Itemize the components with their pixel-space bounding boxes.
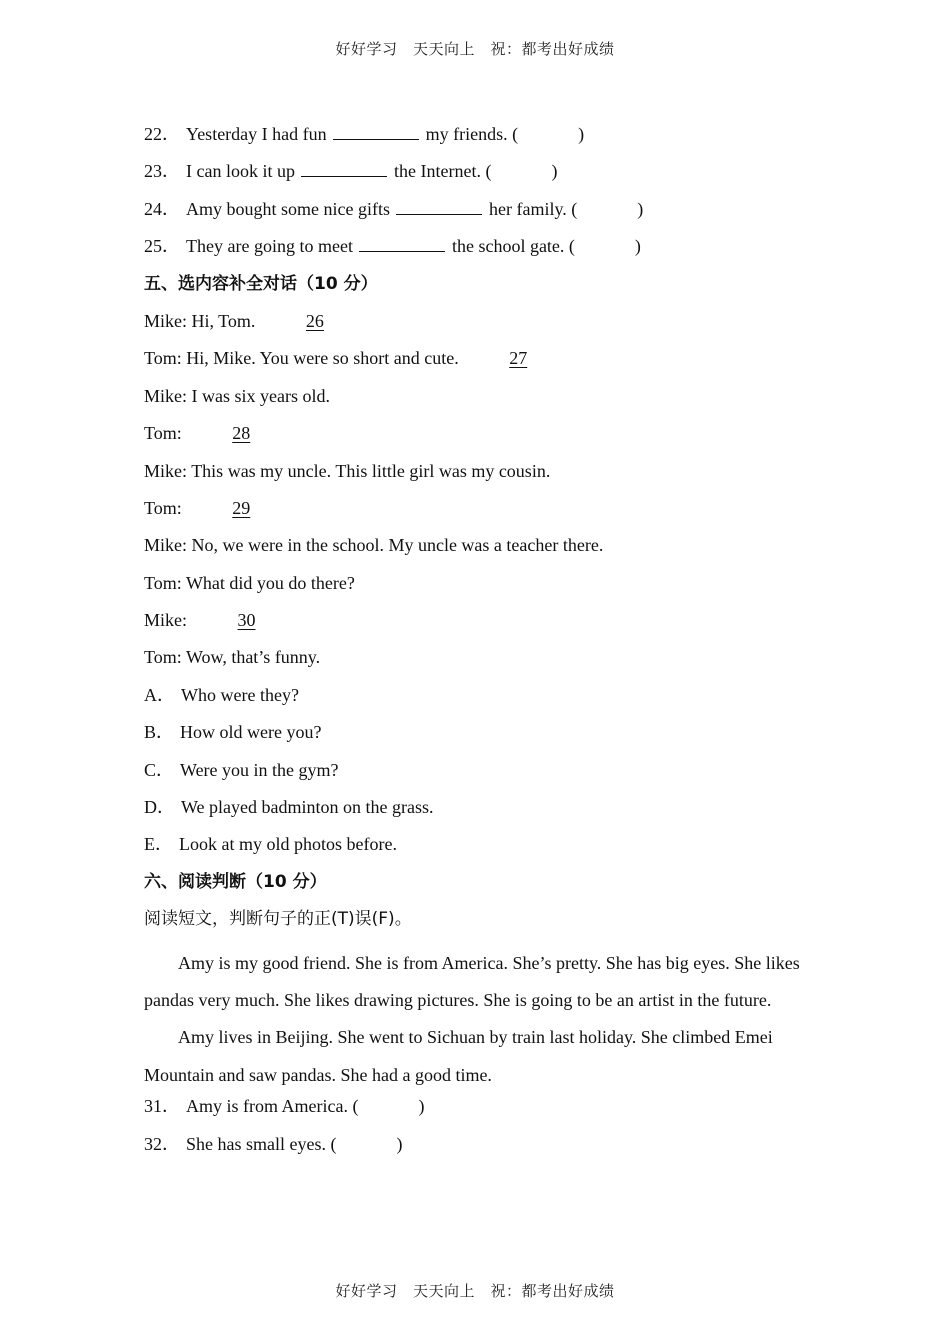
dialogue-line (144, 459, 814, 496)
close-paren: ) (578, 124, 585, 144)
question-number: 25． (144, 236, 180, 257)
dialogue-blank[interactable]: 26 (305, 310, 324, 331)
dialogue-line (144, 608, 814, 645)
speaker: Tom: (144, 572, 182, 593)
dialogue-text: This was my uncle. This little girl was my cousin. (191, 460, 551, 481)
dialogue-line (144, 309, 814, 346)
question-text: She has small eyes. ( (186, 1133, 337, 1154)
reading-paragraph: Amy is my good friend. She is from America. She’s pretty. She has big eyes. She likes pandas very much. She likes drawing pictures. She is going to be an artist in the future. (144, 952, 800, 1010)
speaker: Tom: (144, 497, 182, 518)
speaker: Tom: (144, 348, 182, 369)
dialogue-text: I was six years old. (191, 385, 330, 406)
speaker: Tom: (144, 647, 182, 668)
dialogue-line (144, 384, 814, 421)
speaker: Mike: (144, 385, 187, 406)
option-letter: C． (144, 759, 175, 780)
dialogue-blank[interactable]: 28 (232, 423, 251, 444)
dialogue-line (144, 533, 814, 570)
question-31 (144, 1094, 814, 1131)
option-text: We played badminton on the grass. (181, 797, 434, 818)
question-text: They are going to meet (186, 236, 353, 257)
question-text: Yesterday I had fun (186, 124, 327, 144)
question-text: Amy is from America. ( (186, 1096, 359, 1117)
question-number: 31． (144, 1096, 180, 1117)
question-text-after: her family. ( (488, 198, 578, 219)
option-text: Were you in the gym? (180, 759, 339, 780)
page-header: 好好学习 天天向上 祝：都考出好成绩 (335, 40, 615, 58)
dialogue-text: Hi, Mike. You were so short and cute. (186, 348, 459, 369)
dialogue-blank[interactable]: 29 (232, 497, 251, 518)
option-text: Look at my old photos before. (179, 834, 397, 855)
question-23 (144, 159, 814, 196)
speaker: Mike: (144, 310, 187, 331)
question-text-after: the school gate. ( (451, 236, 575, 257)
dialogue-line (144, 571, 814, 608)
close-paren: ) (551, 161, 558, 182)
close-paren: ) (396, 1133, 403, 1154)
dialogue-text: Hi, Tom. (191, 310, 256, 331)
question-text-after: my friends. ( (425, 124, 519, 144)
dialogue-blank[interactable]: 30 (237, 610, 256, 631)
speaker: Mike: (144, 610, 187, 631)
question-32 (144, 1132, 814, 1169)
close-paren: ) (634, 236, 641, 257)
reading-paragraph: Amy lives in Beijing. She went to Sichuan by train last holiday. She climbed Emei Mountain and saw pandas. She had a good time. (144, 1027, 773, 1085)
close-paren: ) (418, 1096, 425, 1117)
answer-blank[interactable] (359, 235, 445, 252)
answer-blank[interactable] (396, 198, 482, 215)
dialogue-blank[interactable]: 27 (509, 348, 528, 369)
question-number: 23． (144, 161, 180, 182)
answer-blank[interactable] (333, 123, 419, 140)
worksheet-content (144, 122, 814, 1169)
section-6-title: 六、阅读判断（10 分） (144, 871, 327, 892)
question-text: Amy bought some nice gifts (186, 198, 390, 219)
option-d (144, 795, 814, 832)
dialogue-line (144, 346, 814, 383)
dialogue-text: No, we were in the school. My uncle was a teacher there. (191, 535, 604, 556)
question-25 (144, 234, 814, 271)
question-number: 22． (144, 124, 180, 144)
option-c (144, 758, 814, 795)
dialogue-line (144, 421, 814, 458)
dialogue-text: Wow, that’s funny. (185, 647, 321, 668)
question-number: 24． (144, 198, 180, 219)
dialogue-line (144, 496, 814, 533)
section-6-instruction: 阅读短文，判断句子的正(T)误(F)。 (144, 909, 412, 930)
option-b (144, 720, 814, 757)
option-letter: D． (144, 797, 175, 818)
option-letter: B． (144, 722, 175, 743)
speaker: Mike: (144, 460, 187, 481)
question-text-after: the Internet. ( (393, 161, 492, 182)
option-letter: E． (144, 834, 173, 855)
option-a (144, 683, 814, 720)
speaker: Mike: (144, 535, 187, 556)
option-letter: A． (144, 684, 175, 705)
question-24 (144, 197, 814, 234)
page-footer: 好好学习 天天向上 祝：都考出好成绩 (335, 1282, 615, 1300)
option-text: How old were you? (180, 722, 322, 743)
question-number: 32． (144, 1133, 180, 1154)
section-5-title: 五、选内容补全对话（10 分） (144, 273, 378, 294)
question-text: I can look it up (186, 161, 295, 182)
speaker: Tom: (144, 423, 182, 444)
option-text: Who were they? (181, 684, 299, 705)
question-22 (144, 122, 814, 159)
option-e (144, 832, 814, 869)
close-paren: ) (637, 198, 644, 219)
dialogue-text: What did you do there? (185, 572, 355, 593)
answer-blank[interactable] (301, 160, 387, 177)
dialogue-line (144, 645, 814, 682)
